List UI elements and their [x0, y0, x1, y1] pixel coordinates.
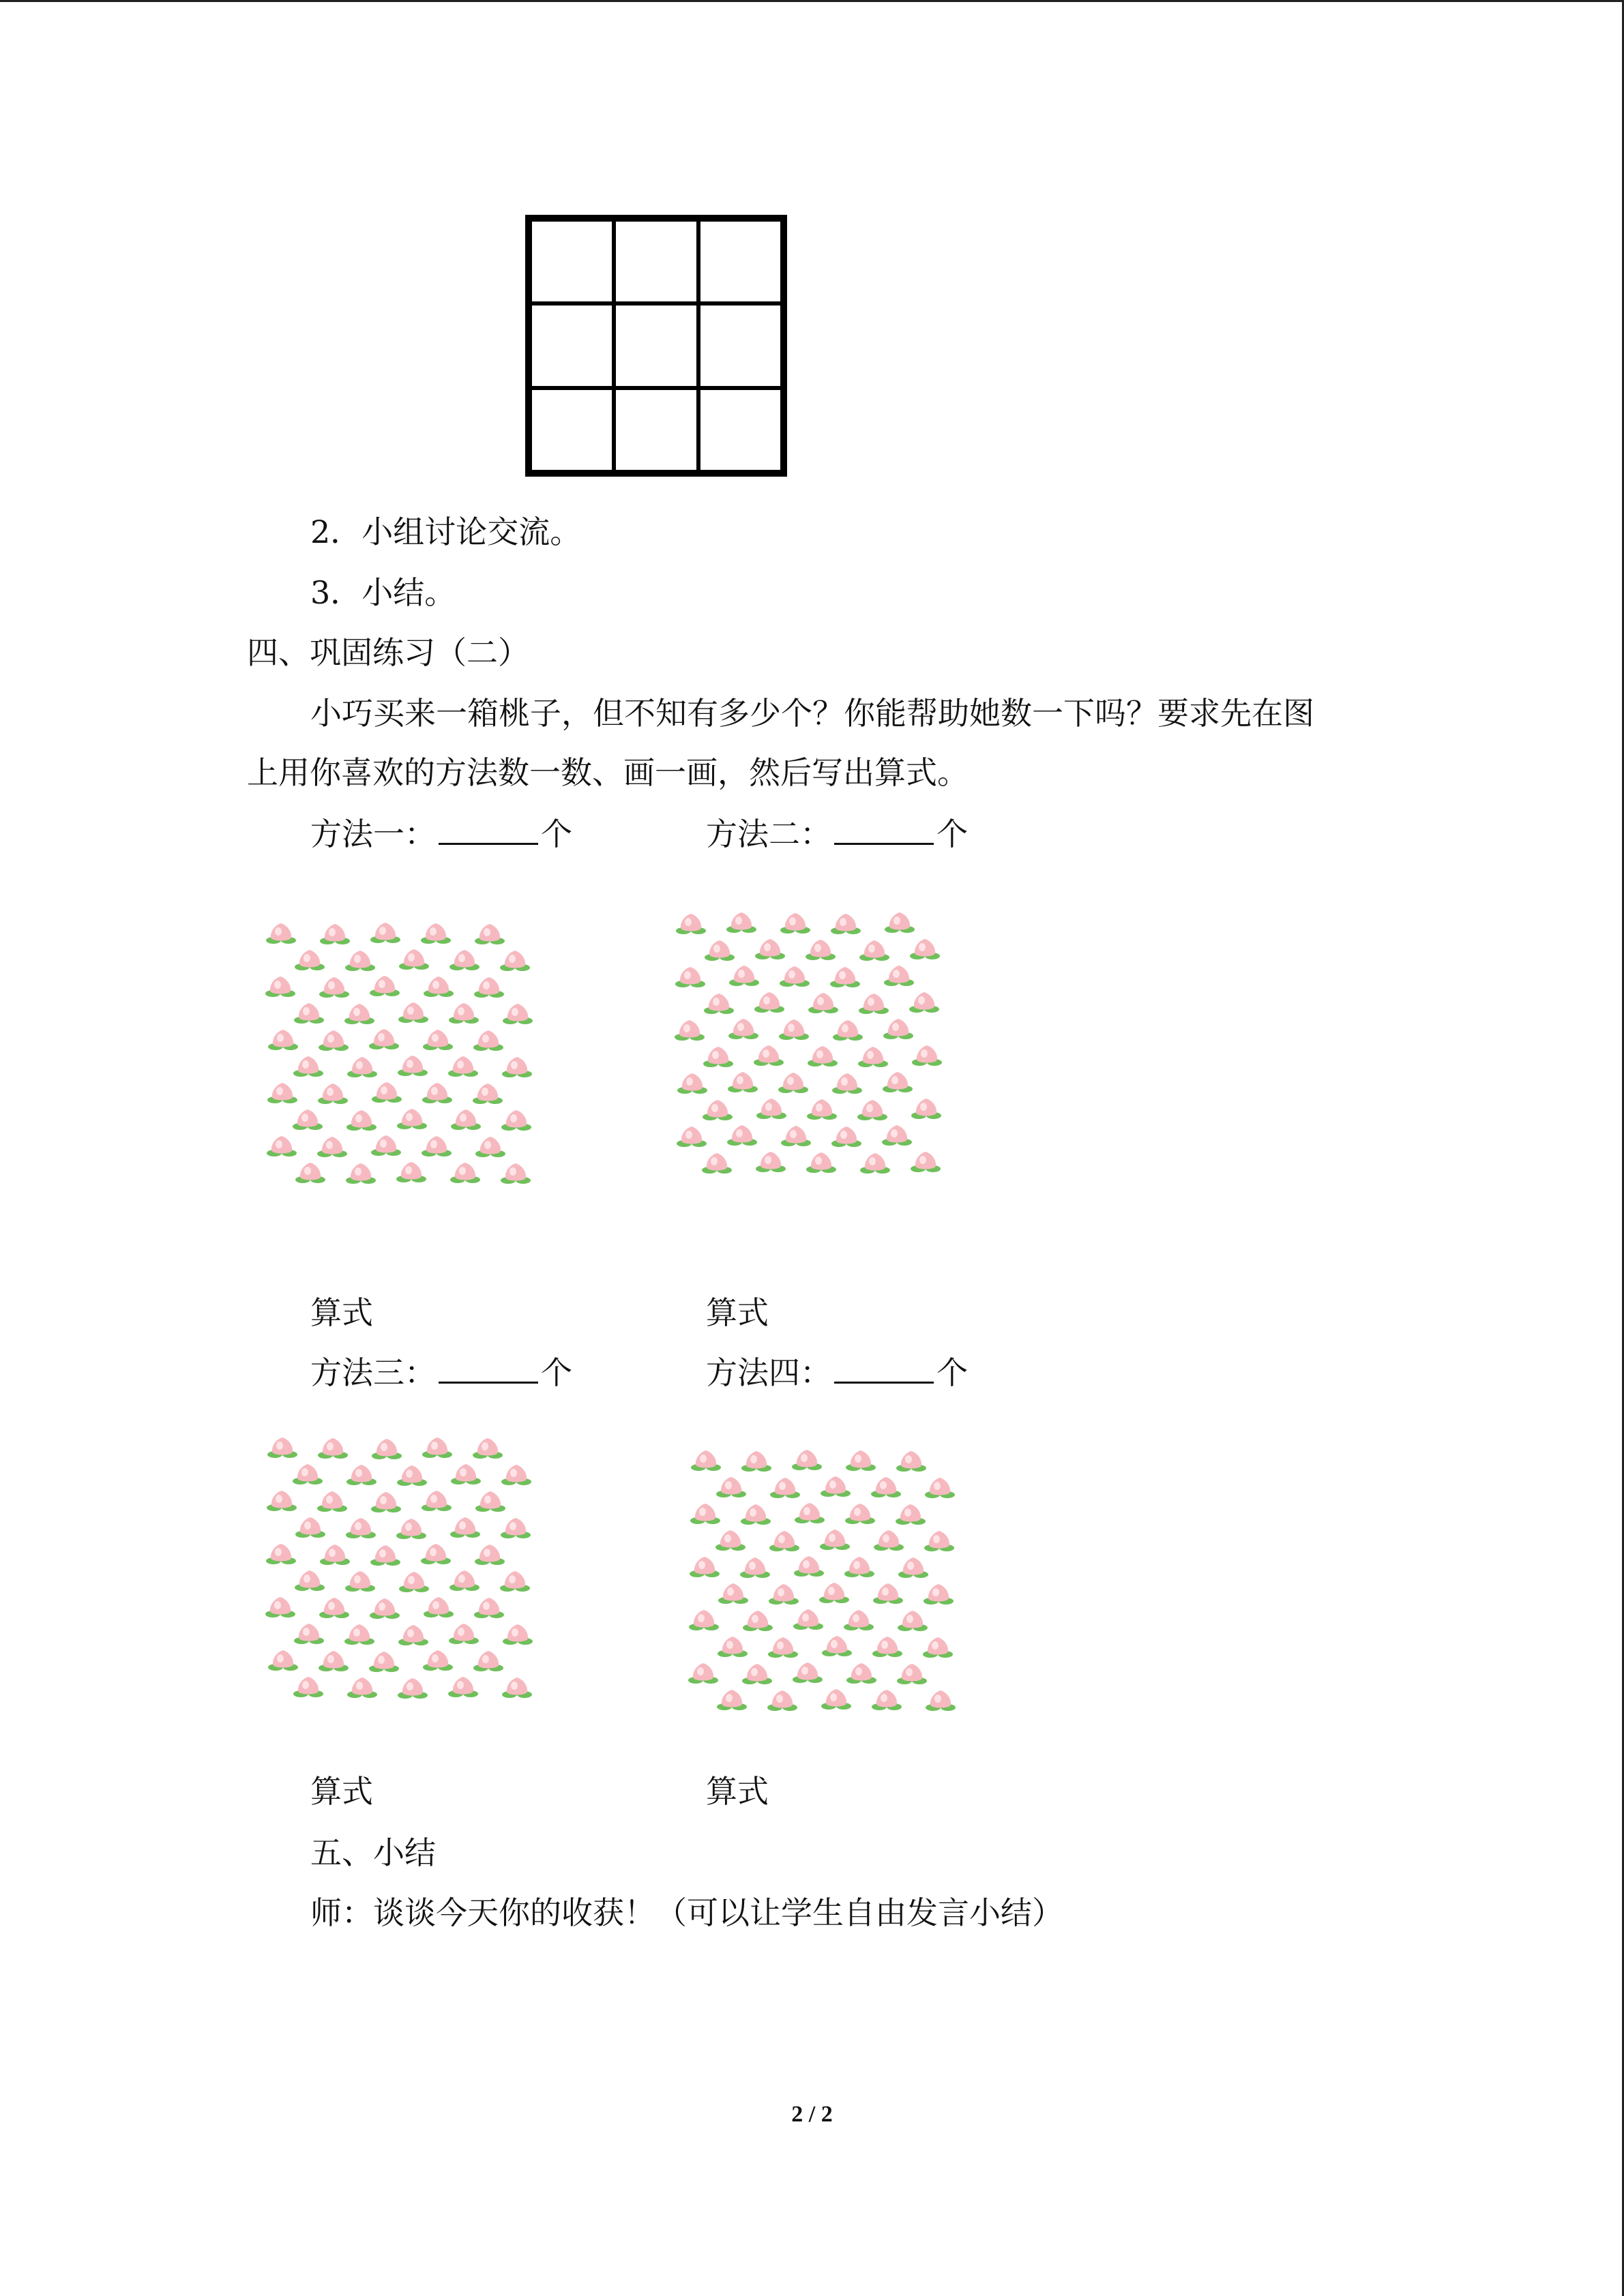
- peach-icon: [370, 923, 400, 943]
- peach-icon: [793, 1609, 823, 1630]
- peach-icon: [501, 1110, 531, 1131]
- peach-icon: [793, 1663, 823, 1683]
- peach-icon: [792, 1450, 822, 1470]
- peach-icon: [911, 1099, 941, 1119]
- peach-illustration: [263, 917, 535, 1204]
- peach-icon: [345, 951, 375, 971]
- peach-icon: [501, 1163, 531, 1184]
- peach-icon: [265, 1597, 295, 1617]
- peach-icon: [502, 1678, 532, 1698]
- peach-icon: [267, 1491, 297, 1511]
- peach-icon: [503, 1004, 533, 1024]
- peach-icon: [741, 1451, 771, 1472]
- peach-icon: [675, 1020, 705, 1041]
- peach-icon: [501, 1465, 531, 1485]
- peach-icon: [691, 1450, 721, 1471]
- peach-icon: [779, 1019, 809, 1040]
- peach-icon: [421, 923, 451, 944]
- item-2-text: 2．小组讨论交流。: [310, 513, 582, 550]
- peach-icon: [422, 1491, 452, 1511]
- problem-text-line-2: 上用你喜欢的方法数一数、画一画，然后写出算式。: [247, 754, 969, 791]
- peach-icon: [398, 1056, 428, 1076]
- peach-icon: [346, 1518, 376, 1538]
- peach-icon: [473, 1651, 503, 1671]
- peach-icon: [845, 1504, 875, 1524]
- peach-icon: [831, 1127, 861, 1147]
- method-3-row: [310, 1353, 572, 1392]
- peach-icon: [689, 1610, 719, 1630]
- peach-icon: [370, 976, 400, 996]
- method-3-unit: 个: [541, 1354, 572, 1391]
- page-number: 2 / 2: [791, 2102, 833, 2127]
- method-4-row: [706, 1353, 968, 1392]
- peach-icon: [424, 1597, 454, 1617]
- peach-icon: [424, 976, 454, 997]
- peach-group-1: [263, 917, 535, 1204]
- peach-icon: [911, 1152, 941, 1172]
- peach-icon: [317, 1137, 347, 1157]
- formula-4-label: 算式: [706, 1773, 769, 1810]
- peach-icon: [873, 1583, 903, 1604]
- peach-icon: [844, 1610, 874, 1630]
- peach-icon: [317, 1491, 347, 1512]
- peach-icon: [347, 1057, 377, 1077]
- peach-icon: [807, 1099, 837, 1120]
- peach-icon: [398, 1625, 428, 1645]
- peach-icon: [449, 1624, 479, 1644]
- peach-icon: [742, 1664, 772, 1684]
- peach-icon: [294, 1624, 324, 1644]
- peach-icon: [474, 977, 504, 998]
- peach-icon: [884, 966, 914, 986]
- peach-icon: [397, 1109, 427, 1129]
- peach-icon: [754, 1045, 784, 1066]
- peach-icon: [728, 1019, 758, 1039]
- peach-icon: [397, 1465, 427, 1486]
- peach-icon: [266, 923, 296, 944]
- peach-icon: [885, 912, 915, 933]
- peach-icon: [756, 1099, 786, 1119]
- grid-cell: [614, 388, 698, 472]
- peach-icon: [896, 1504, 926, 1525]
- peach-icon: [675, 967, 705, 987]
- peach-icon: [882, 1125, 912, 1146]
- peach-icon: [421, 1544, 451, 1564]
- peach-icon: [293, 1109, 323, 1130]
- peach-icon: [898, 1611, 928, 1631]
- peach-icon: [295, 1517, 325, 1538]
- peach-icon: [451, 1109, 481, 1130]
- peach-icon: [703, 1047, 733, 1067]
- peach-icon: [755, 939, 785, 959]
- peach-icon: [858, 1047, 888, 1067]
- three-by-three-grid: [525, 215, 787, 477]
- peach-icon: [319, 1598, 349, 1618]
- peach-icon: [396, 1162, 426, 1182]
- peach-icon: [821, 1689, 851, 1710]
- method-4-answer-blank[interactable]: [834, 1354, 934, 1384]
- peach-icon: [320, 924, 350, 944]
- peach-icon: [372, 1082, 402, 1103]
- peach-icon: [344, 1004, 374, 1024]
- peach-icon: [344, 1624, 374, 1645]
- peach-icon: [909, 992, 939, 1013]
- peach-icon: [728, 1072, 758, 1092]
- peach-icon: [883, 1072, 913, 1092]
- peach-icon: [926, 1690, 956, 1711]
- peach-icon: [769, 1584, 799, 1605]
- method-1-row: [310, 814, 572, 854]
- peach-icon: [398, 1678, 428, 1699]
- peach-icon: [778, 1073, 808, 1093]
- peach-icon: [860, 1153, 890, 1174]
- peach-icon: [872, 1690, 902, 1710]
- peach-icon: [806, 940, 836, 960]
- peach-group-2: [672, 907, 945, 1193]
- peach-icon: [319, 1651, 349, 1671]
- peach-icon: [295, 1570, 325, 1591]
- formula-1-label: 算式: [310, 1294, 373, 1331]
- peach-icon: [475, 1137, 505, 1157]
- peach-icon: [372, 1439, 402, 1459]
- peach-icon: [475, 1545, 505, 1565]
- peach-icon: [690, 1504, 720, 1524]
- peach-icon: [910, 939, 940, 959]
- peach-icon: [754, 992, 784, 1013]
- peach-icon: [449, 1570, 479, 1591]
- peach-icon: [859, 940, 889, 961]
- peach-icon: [808, 1046, 838, 1067]
- peach-icon: [473, 1438, 503, 1459]
- peach-icon: [475, 924, 505, 944]
- peach-icon: [265, 976, 295, 997]
- peach-group-4: [685, 1444, 958, 1731]
- peach-icon: [688, 1663, 718, 1684]
- peach-icon: [422, 1136, 452, 1157]
- peach-icon: [872, 1637, 902, 1657]
- peach-icon: [294, 1003, 324, 1024]
- peach-icon: [794, 1556, 824, 1577]
- grid-cell: [698, 220, 782, 303]
- peach-icon: [268, 1030, 298, 1050]
- peach-icon: [448, 1677, 478, 1697]
- peach-icon: [830, 967, 860, 987]
- peach-icon: [319, 1030, 349, 1051]
- method-2-label: 方法二：: [706, 816, 831, 852]
- peach-icon: [677, 1127, 707, 1147]
- peach-icon: [871, 1477, 901, 1497]
- peach-icon: [806, 1152, 836, 1173]
- peach-icon: [756, 1152, 786, 1172]
- peach-icon: [396, 1519, 426, 1539]
- peach-icon: [448, 1056, 478, 1077]
- peach-icon: [500, 1571, 530, 1592]
- peach-icon: [727, 1125, 757, 1146]
- peach-icon: [422, 1437, 452, 1458]
- peach-icon: [781, 1126, 811, 1146]
- peach-icon: [370, 1598, 400, 1619]
- peach-illustration: [685, 1444, 958, 1731]
- problem-text-line-1: 小巧买来一箱桃子，但不知有多少个？你能帮助她数一下吗？要求先在图: [310, 695, 1314, 732]
- peach-icon: [267, 1083, 297, 1103]
- peach-icon: [768, 1637, 798, 1658]
- peach-icon: [897, 1664, 927, 1684]
- formula-3-label: 算式: [310, 1773, 373, 1810]
- peach-icon: [795, 1503, 825, 1523]
- peach-icon: [399, 949, 429, 970]
- method-1-unit: 个: [541, 816, 572, 852]
- peach-icon: [451, 1464, 481, 1485]
- peach-icon: [295, 950, 325, 970]
- peach-icon: [295, 1163, 325, 1183]
- peach-icon: [780, 966, 810, 987]
- peach-icon: [677, 1073, 707, 1094]
- peach-icon: [293, 1677, 323, 1697]
- peach-icon: [767, 1690, 797, 1711]
- peach-icon: [318, 1084, 348, 1104]
- peach-icon: [703, 1100, 733, 1120]
- peach-icon: [450, 1517, 480, 1538]
- method-1-answer-blank[interactable]: [439, 816, 538, 845]
- peach-icon: [475, 1491, 505, 1512]
- peach-icon: [883, 1019, 913, 1039]
- grid-cell: [614, 303, 698, 387]
- method-2-answer-blank[interactable]: [834, 816, 934, 845]
- peach-icon: [449, 1003, 479, 1024]
- peach-icon: [676, 914, 706, 934]
- peach-icon: [857, 1100, 887, 1120]
- peach-icon: [501, 1518, 531, 1538]
- peach-icon: [346, 1465, 377, 1485]
- peach-icon: [422, 1083, 452, 1103]
- peach-icon: [690, 1557, 720, 1577]
- method-1-label: 方法一：: [310, 816, 436, 852]
- peach-icon: [846, 1663, 876, 1684]
- peach-icon: [345, 1571, 375, 1592]
- peach-icon: [741, 1504, 771, 1525]
- peach-icon: [293, 1464, 323, 1485]
- peach-icon: [740, 1557, 770, 1578]
- peach-icon: [369, 1029, 399, 1049]
- peach-icon: [896, 1451, 926, 1472]
- teacher-prompt: 师：谈谈今天你的收获！（可以让学生自由发言小结）: [310, 1894, 1063, 1931]
- peach-icon: [718, 1583, 748, 1604]
- peach-icon: [726, 912, 756, 933]
- peach-icon: [423, 1030, 453, 1050]
- peach-icon: [831, 914, 861, 934]
- peach-icon: [346, 1163, 376, 1184]
- grid-cell: [530, 220, 614, 303]
- peach-icon: [923, 1637, 953, 1658]
- peach-icon: [743, 1611, 773, 1631]
- item-3-text: 3．小结。: [310, 574, 456, 611]
- peach-icon: [371, 1135, 401, 1156]
- grid-cell: [530, 303, 614, 387]
- peach-icon: [924, 1584, 954, 1605]
- peach-icon: [423, 1650, 453, 1671]
- grid-cell: [614, 220, 698, 303]
- peach-icon: [502, 1057, 532, 1077]
- peach-icon: [820, 1530, 850, 1550]
- peach-icon: [473, 1030, 503, 1051]
- peach-icon: [769, 1531, 799, 1551]
- peach-icon: [704, 994, 734, 1014]
- peach-icon: [500, 951, 530, 971]
- grid-cell: [530, 388, 614, 472]
- peach-icon: [832, 1073, 862, 1094]
- peach-group-3: [263, 1432, 535, 1718]
- peach-icon: [320, 1545, 350, 1565]
- peach-icon: [717, 1690, 747, 1710]
- peach-icon: [268, 1650, 298, 1671]
- peach-icon: [859, 994, 889, 1014]
- section-5-heading: 五、小结: [310, 1834, 436, 1871]
- peach-icon: [898, 1557, 928, 1578]
- grid-cell: [698, 303, 782, 387]
- method-2-unit: 个: [936, 816, 968, 852]
- peach-icon: [780, 913, 810, 934]
- method-3-label: 方法三：: [310, 1354, 436, 1391]
- peach-illustration: [263, 1432, 535, 1718]
- peach-icon: [346, 1110, 377, 1131]
- peach-icon: [716, 1477, 746, 1497]
- method-2-row: [706, 814, 968, 854]
- peach-icon: [925, 1478, 955, 1498]
- peach-icon: [267, 1136, 297, 1157]
- peach-icon: [473, 1084, 503, 1104]
- peach-icon: [821, 1476, 851, 1497]
- peach-illustration: [672, 907, 945, 1193]
- peach-icon: [822, 1636, 852, 1656]
- peach-icon: [833, 1020, 863, 1041]
- peach-icon: [369, 1652, 399, 1672]
- peach-icon: [924, 1531, 954, 1551]
- peach-icon: [347, 1678, 377, 1698]
- method-4-label: 方法四：: [706, 1354, 831, 1391]
- peach-icon: [370, 1545, 400, 1566]
- peach-icon: [819, 1583, 849, 1603]
- peach-icon: [718, 1637, 748, 1657]
- peach-icon: [770, 1478, 800, 1498]
- peach-icon: [318, 1438, 348, 1459]
- peach-icon: [449, 950, 479, 970]
- peach-icon: [846, 1450, 876, 1471]
- peach-icon: [503, 1624, 533, 1645]
- peach-icon: [474, 1598, 504, 1618]
- peach-icon: [715, 1530, 745, 1551]
- section-4-heading: 四、巩固练习（二）: [247, 634, 529, 671]
- peach-icon: [705, 940, 735, 961]
- method-3-answer-blank[interactable]: [439, 1354, 538, 1384]
- peach-icon: [319, 977, 349, 998]
- method-4-unit: 个: [936, 1354, 968, 1391]
- peach-icon: [844, 1557, 874, 1577]
- peach-icon: [267, 1437, 297, 1458]
- peach-icon: [808, 993, 838, 1013]
- peach-icon: [729, 966, 759, 986]
- peach-icon: [293, 1056, 323, 1077]
- peach-icon: [450, 1163, 480, 1183]
- peach-icon: [399, 1572, 429, 1592]
- peach-icon: [702, 1153, 732, 1174]
- peach-icon: [874, 1530, 904, 1551]
- formula-2-label: 算式: [706, 1294, 769, 1331]
- peach-icon: [912, 1045, 942, 1066]
- peach-icon: [398, 1002, 428, 1023]
- peach-icon: [371, 1492, 401, 1512]
- peach-icon: [266, 1544, 296, 1564]
- grid-cell: [698, 388, 782, 472]
